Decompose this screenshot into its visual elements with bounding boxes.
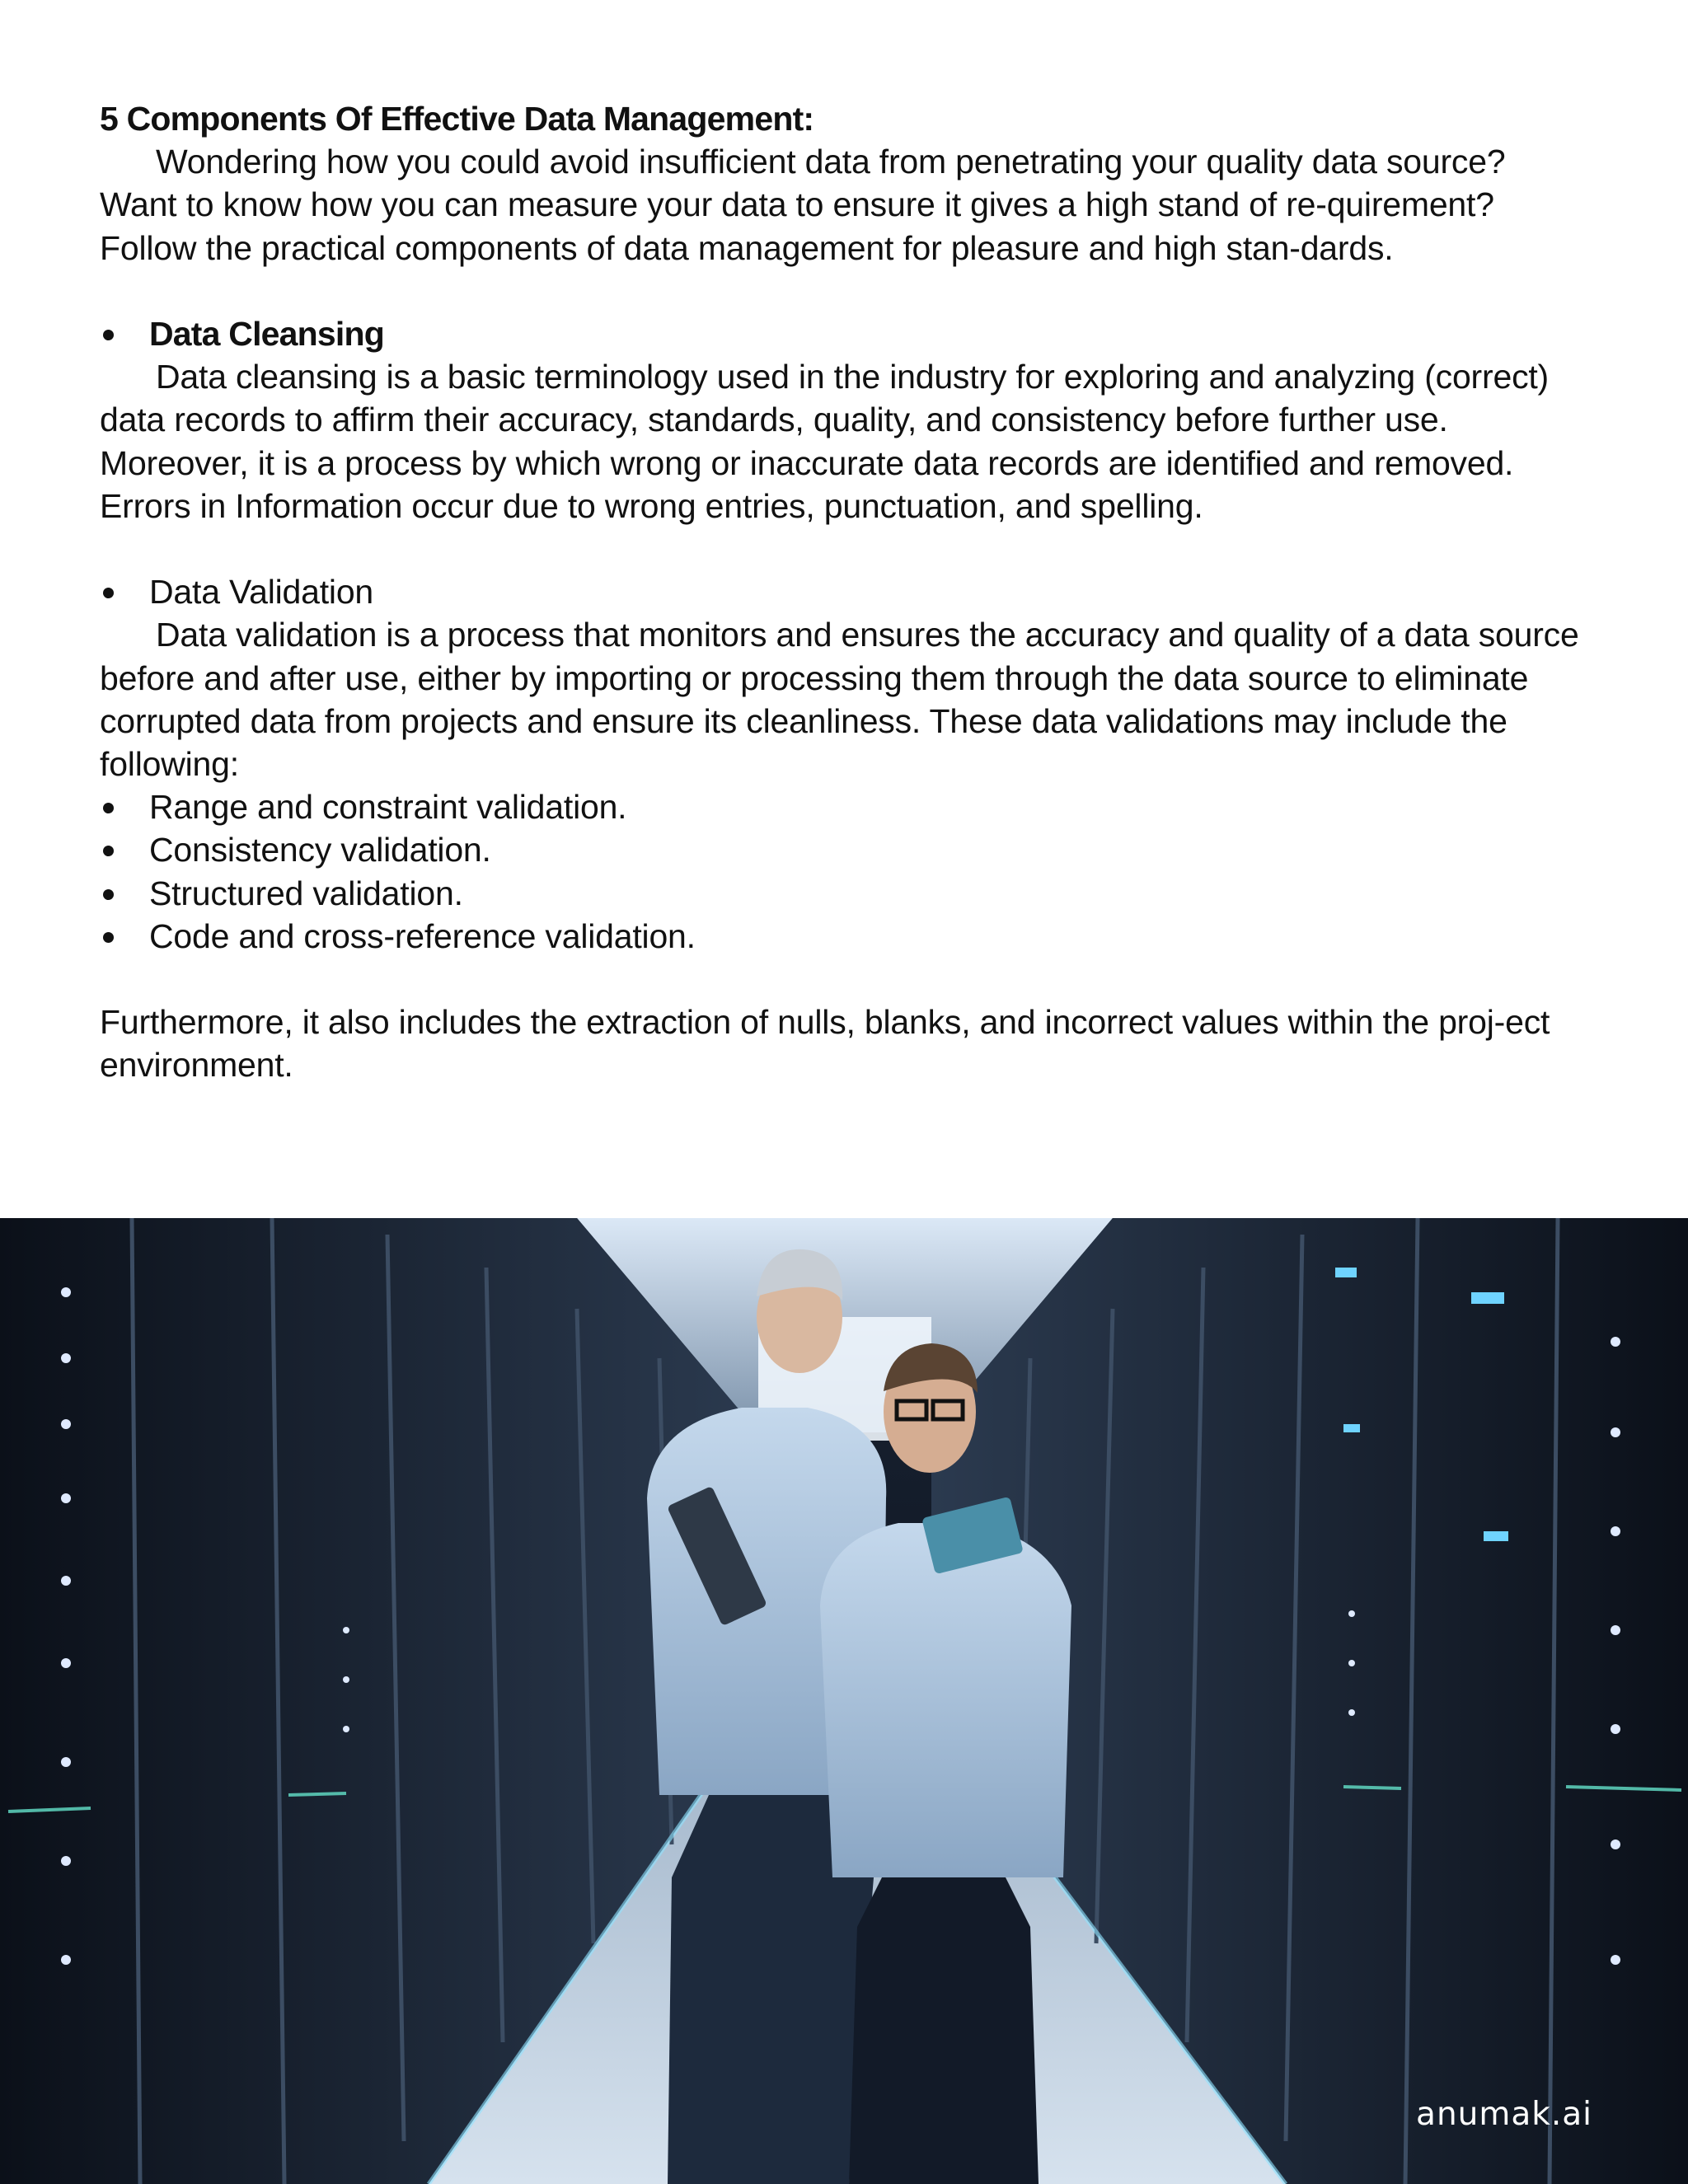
spacer bbox=[100, 269, 1588, 312]
list-item: Code and cross-reference validation. bbox=[100, 915, 1588, 958]
spacer bbox=[100, 958, 1588, 1001]
list-item: Consistency validation. bbox=[100, 828, 1588, 871]
document-body bbox=[100, 97, 1588, 1087]
server-aisle-illustration bbox=[0, 1218, 1688, 2184]
page-heading: 5 Components Of Effective Data Management: bbox=[100, 100, 814, 138]
list-item: Structured validation. bbox=[100, 872, 1588, 915]
data-center-photo bbox=[0, 1218, 1688, 2184]
section-title-data-validation: Data Validation bbox=[100, 570, 1588, 613]
section-title-data-cleansing: Data Cleansing bbox=[100, 312, 1588, 355]
section-body-data-validation: Data validation is a process that monitors and ensures the accuracy and quality of a data source before and after use, either by importing or processing them through the data source to eliminate corrupted data from projects and ensure its cleanliness. These data validations may include the following: bbox=[100, 616, 1579, 784]
photo-credit: anumak.ai bbox=[1416, 2096, 1592, 2133]
intro-paragraph: Wondering how you could avoid insufficient data from penetrating your quality data source? Want to know how you can measure your data to ensure it gives a high stand of re-quirement? Follow the practical components of data management for pleasure and high stan-dards. bbox=[100, 143, 1506, 267]
closing-paragraph: Furthermore, it also includes the extraction of nulls, blanks, and incorrect values within the proj-ect environment. bbox=[100, 1003, 1550, 1085]
spacer bbox=[100, 527, 1588, 570]
section-body-data-cleansing: Data cleansing is a basic terminology used in the industry for exploring and analyzing (correct) data records to affirm their accuracy, standards, quality, and consistency before further use. Moreover, it is a process by which wrong or inaccurate data records are identified and removed. Errors in Information occur due to wrong entries, punctuation, and spelling. bbox=[100, 358, 1550, 525]
list-item: Range and constraint validation. bbox=[100, 785, 1588, 828]
